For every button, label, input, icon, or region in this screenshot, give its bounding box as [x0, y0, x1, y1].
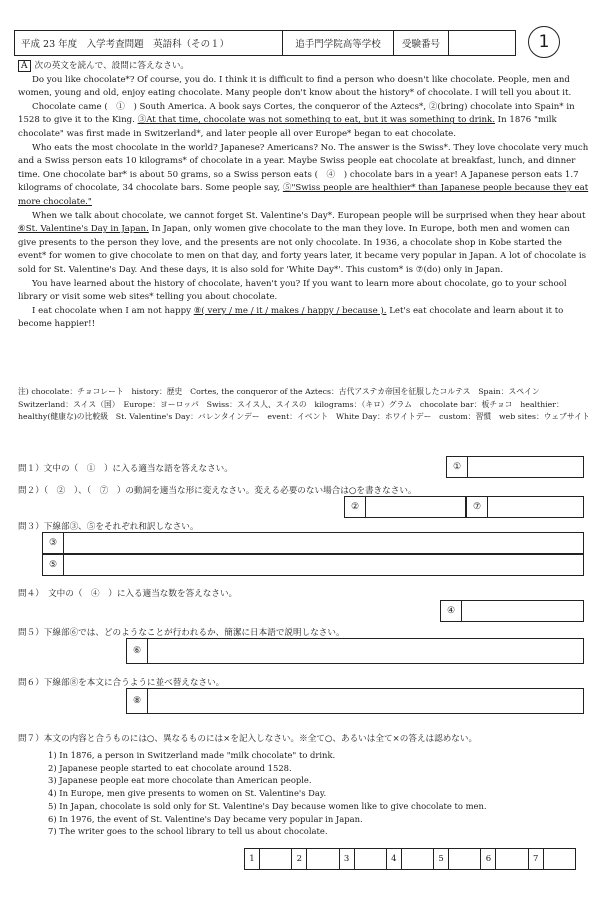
statement-2: 2) Japanese people started to eat chocolate around 1528. — [48, 762, 292, 773]
statement-1: 1) In 1876, a person in Switzerland made "milk chocolate" to drink. — [48, 750, 336, 760]
answer-box-6[interactable] — [126, 638, 584, 664]
true-false-statements — [48, 749, 487, 838]
statement-4: 4) In Europe, men give presents to women on St. Valentine's Day. — [48, 788, 327, 799]
passage-instruction: A 次の英文を読んで、設問に答えなさい。 — [18, 60, 590, 74]
true-false-answer-row — [244, 848, 576, 870]
question-3: 問３）下線部③、⑤をそれぞれ和訳しなさい。 — [18, 522, 199, 532]
question-1: 問１）文中の（ ① ）に入る適当な語を答えなさい。 — [18, 464, 233, 474]
tf-cell-7[interactable]: 7 — [529, 849, 575, 869]
exam-number-field[interactable] — [449, 31, 515, 55]
answer-box-2[interactable] — [344, 496, 466, 518]
tf-cell-5[interactable]: 5 — [434, 849, 481, 869]
question-4: 問４） 文中の（ ④ ）に入る適当な数を答えなさい。 — [18, 589, 238, 599]
answer-label-4: ④ — [441, 601, 462, 621]
page-number: 1 — [528, 26, 560, 58]
answer-label-6: ⑥ — [127, 639, 148, 663]
paragraph-1: Do you like chocolate*? Of course, you do. I think it is difficult to find a person who doesn't like chocolate. People, men and women, young and old, enjoy eating chocolate. Many people don't know about the history* of chocolate. I will tell you about it. — [18, 74, 572, 99]
exam-number-label: 受験番号 — [394, 31, 449, 55]
statement-5: 5) In Japan, chocolate is sold only for St. Valentine's Day because women like to give chocolate to men. — [48, 800, 487, 811]
tf-cell-1[interactable]: 1 — [245, 849, 292, 869]
answer-box-7[interactable] — [466, 496, 584, 518]
underline-3: ③At that time, chocolate was not something to eat, but it was something to drink. — [137, 115, 495, 126]
section-mark: A — [18, 60, 31, 72]
answer-label-2: ② — [345, 497, 366, 517]
paragraph-4: When we talk about chocolate, we cannot forget St. Valentine's Day*. European people will be surprised when they hear about ⑥St. Valentine's Day in Japan. In Japan, only women give chocolate to the man they love. In Europe, both men and women can give presents to the person they love, and the presents are not only chocolate. In 1936, a chocolate shop in Kobe started the event* for women to give chocolate to men on that day, and forty years later, it became very popular in Japan. A lot of chocolate is sold for St. Valentine's Day. And these days, it is also sold for 'White Day*'. This custom* is ⑦(do) only in Japan. — [18, 210, 586, 275]
answer-box-1[interactable] — [446, 456, 584, 478]
tf-cell-4[interactable]: 4 — [387, 849, 434, 869]
paragraph-6: I eat chocolate when I am not happy ⑧( very / me / it / makes / happy / because ). Let's eat chocolate and learn about it to become happier!! — [18, 305, 564, 330]
answer-label-7: ⑦ — [467, 497, 488, 517]
paragraph-3: Who eats the most chocolate in the world? Japanese? Americans? No. The answer is the Swiss*. They love chocolate very much and a Swiss person eats 10 kilograms* of chocolate in a year. Maybe Swiss people eat chocolate at breakfast, lunch, and dinner time. One chocolate bar* is about 50 grams, so a Swiss person eats ( ④ ) chocolate bars in a year! A Japanese person eats 1.7 kilograms of chocolate, 34 chocolate bars. Some people say, ⑤"Swiss people are healthier* than Japanese people because they eat more chocolate." — [18, 142, 589, 207]
reading-passage — [18, 60, 590, 332]
exam-header — [14, 30, 516, 56]
question-6: 問６）下線部⑧を本文に合うように並べ替えなさい。 — [18, 678, 225, 688]
question-2: 問２）（ ② ）、（ ⑦ ）の動詞を適当な形に変えなさい。変える必要のない場合は○を書きなさい。 — [18, 486, 417, 496]
exam-title: 平成 23 年度 入学考査問題 英語科（その１） — [15, 31, 283, 55]
answer-label-5: ⑤ — [43, 555, 64, 575]
vocabulary-notes: 注) chocolate：チョコレート history：歴史 Cortes, the conqueror of the Aztecs：古代アステカ帝国を征服したコルテス Spain：スペイン Switzerland：スイス（国） Europe：ヨーロッパ Swiss：スイス人、スイスの kilograms：（キロ）グラム chocolate bar：板チョコ healthier：healthy(健康な)の比較級 St. Valentine's Day：バレンタインデー event：イベント White Day：ホワイトデー custom：習慣 web sites：ウェブサイト — [18, 387, 590, 421]
answer-box-5[interactable] — [42, 554, 584, 576]
answer-box-3[interactable] — [42, 532, 584, 554]
tf-cell-2[interactable]: 2 — [292, 849, 339, 869]
underline-6: ⑥St. Valentine's Day in Japan. — [18, 224, 149, 235]
answer-label-8: ⑧ — [127, 689, 148, 713]
answer-box-8[interactable] — [126, 688, 584, 714]
answer-label-1: ① — [447, 457, 468, 477]
statement-7: 7) The writer goes to the school library to tell us about chocolate. — [48, 826, 328, 837]
statement-6: 6) In 1976, the event of St. Valentine's Day became very popular in Japan. — [48, 813, 363, 824]
school-name: 追手門学院高等学校 — [283, 31, 394, 55]
question-7: 問７）本文の内容と合うものには○、異なるものには×を記入しなさい。※全て○、あるいは全て×の答えは認めない。 — [18, 734, 478, 744]
paragraph-2: Chocolate came ( ① ) South America. A book says Cortes, the conqueror of the Aztecs*, ②(bring) chocolate into Spain* in 1528 to give it to the King. ③At that time, chocolate was not something to eat, but it was something to drink. In 1876 "milk chocolate" was first made in Switzerland*, and later people all over Europe* began to eat chocolate. — [18, 101, 575, 139]
tf-cell-3[interactable]: 3 — [340, 849, 387, 869]
underline-5: ⑤"Swiss people are healthier* than Japanese people because they eat more chocolate." — [18, 183, 589, 207]
answer-label-3: ③ — [43, 533, 64, 553]
tf-cell-6[interactable]: 6 — [481, 849, 528, 869]
underline-8: ⑧( very / me / it / makes / happy / because ). — [193, 305, 387, 316]
question-5: 問５）下線部⑥では、どのようなことが行われるか、簡潔に日本語で説明しなさい。 — [18, 628, 345, 638]
statement-3: 3) Japanese people eat more chocolate than American people. — [48, 775, 312, 786]
answer-box-4[interactable] — [440, 600, 584, 622]
paragraph-5: You have learned about the history of chocolate, haven't you? If you want to learn more about chocolate, go to your school library or visit some web sites* telling you about chocolate. — [18, 278, 567, 303]
